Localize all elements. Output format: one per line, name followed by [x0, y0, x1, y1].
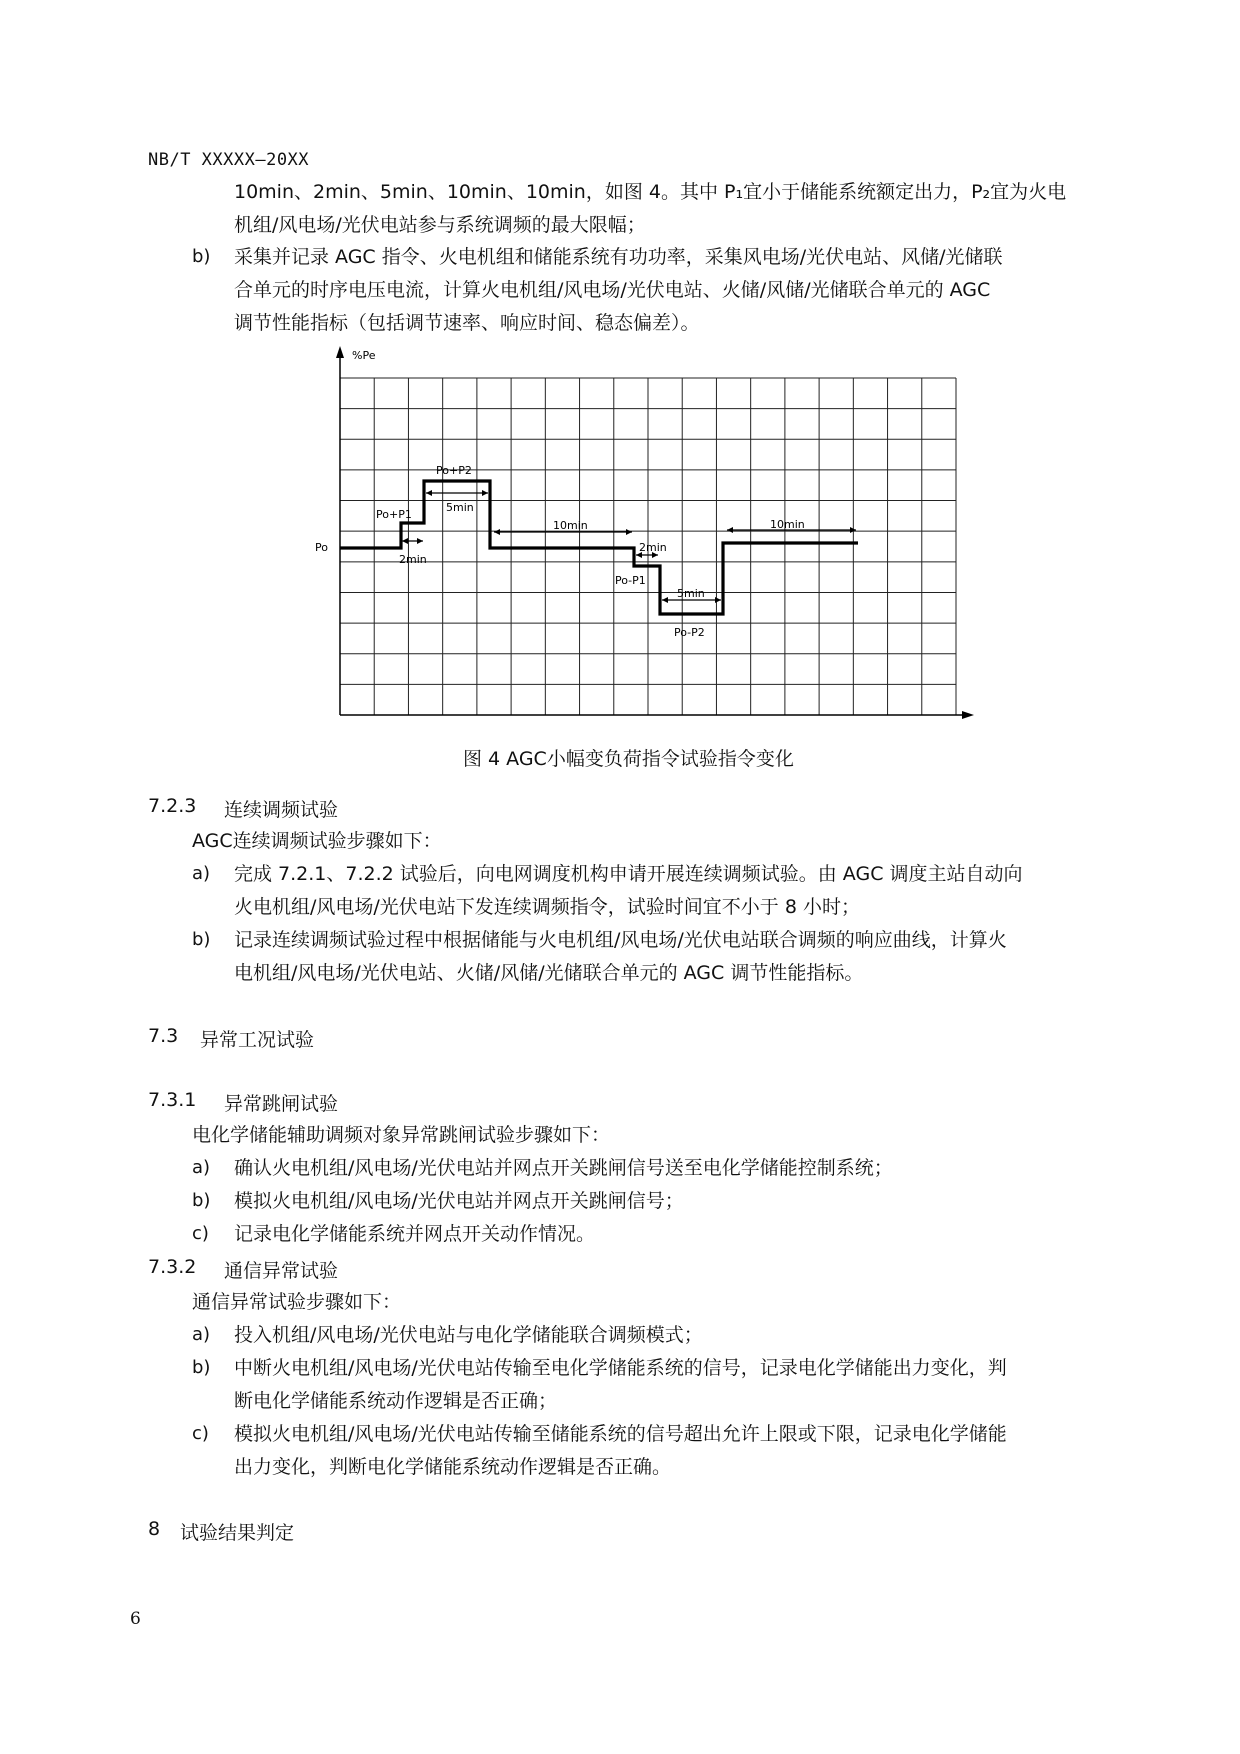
list-marker: b): [192, 246, 211, 267]
section-intro-7-3-2: 通信异常试验步骤如下：: [192, 1291, 402, 1313]
list-marker: b): [192, 1190, 211, 1211]
section-number-8: 8: [148, 1518, 161, 1540]
y-axis-label: %Pe: [352, 349, 376, 362]
intro-line-2: 机组/风电场/光伏电站参与系统调频的最大限幅；: [234, 214, 646, 236]
section-title-7-2-3: 连续调频试验: [224, 799, 339, 821]
section-number-7-2-3: 7.2.3: [148, 795, 197, 817]
label-2min-b: 2min: [639, 541, 667, 554]
list-marker: c): [192, 1423, 209, 1444]
section-title-8: 试验结果判定: [180, 1522, 295, 1544]
section-title-7-3-2: 通信异常试验: [224, 1260, 339, 1282]
s731-a-text: 确认火电机组/风电场/光伏电站并网点开关跳闸信号送至电化学储能控制系统；: [234, 1157, 893, 1179]
label-po-minus-p2: Po-P2: [674, 626, 705, 639]
figure-caption: 图 4 AGC小幅变负荷指令试验指令变化: [463, 748, 794, 770]
s732-c-line-1: 模拟火电机组/风电场/光伏电站传输至储能系统的信号超出允许上限或下限，记录电化学储能: [234, 1423, 1007, 1445]
s723-a-line-2: 火电机组/风电场/光伏电站下发连续调频指令，试验时间宜不小于 8 小时；: [234, 896, 860, 918]
list-marker: b): [192, 929, 211, 950]
label-5min-a: 5min: [446, 501, 474, 514]
label-po: Po: [315, 541, 328, 554]
s732-b-line-2: 断电化学储能系统动作逻辑是否正确；: [234, 1390, 558, 1412]
label-po-plus-p1: Po+P1: [376, 508, 412, 521]
section-title-7-3: 异常工况试验: [200, 1029, 315, 1051]
page-number: 6: [130, 1609, 141, 1629]
list-marker: b): [192, 1357, 211, 1378]
section-intro-7-2-3: AGC连续调频试验步骤如下：: [192, 830, 442, 852]
x-axis-arrow: [962, 711, 974, 719]
item-b-line-2: 合单元的时序电压电流，计算火电机组/风电场/光伏电站、火储/风储/光储联合单元的 AGC: [234, 279, 991, 301]
item-b-line-3: 调节性能指标（包括调节速率、响应时间、稳态偏差）。: [234, 312, 700, 334]
list-marker: a): [192, 1324, 211, 1345]
s731-b-text: 模拟火电机组/风电场/光伏电站并网点开关跳闸信号；: [234, 1190, 684, 1212]
label-5min-b: 5min: [677, 587, 705, 600]
item-b-line-1: 采集并记录 AGC 指令、火电机组和储能系统有功功率，采集风电场/光伏电站、风储/光储联: [234, 246, 1003, 268]
list-marker: a): [192, 863, 211, 884]
list-marker: a): [192, 1157, 211, 1178]
s723-b-line-1: 记录连续调频试验过程中根据储能与火电机组/风电场/光伏电站联合调频的响应曲线，计算火: [234, 929, 1007, 951]
document-code: NB/T XXXXX—20XX: [148, 150, 310, 170]
section-intro-7-3-1: 电化学储能辅助调频对象异常跳闸试验步骤如下：: [192, 1124, 611, 1146]
y-axis-arrow: [336, 346, 344, 358]
s732-a-line-1: 投入机组/风电场/光伏电站与电化学储能联合调频模式；: [234, 1324, 703, 1346]
section-number-7-3-2: 7.3.2: [148, 1256, 197, 1278]
s723-a-line-1: 完成 7.2.1、7.2.2 试验后，向电网调度机构申请开展连续调频试验。由 AGC 调度主站自动向: [234, 863, 1023, 885]
section-title-7-3-1: 异常跳闸试验: [224, 1093, 339, 1115]
label-10min-a: 10min: [553, 519, 588, 532]
s732-b-line-1: 中断火电机组/风电场/光伏电站传输至电化学储能系统的信号，记录电化学储能出力变化，判: [234, 1357, 1007, 1379]
section-number-7-3-1: 7.3.1: [148, 1089, 197, 1111]
list-marker: c): [192, 1223, 209, 1244]
label-10min-b: 10min: [770, 518, 805, 531]
label-po-minus-p1: Po-P1: [615, 574, 646, 587]
label-po-plus-p2: Po+P2: [436, 464, 472, 477]
label-2min-a: 2min: [399, 553, 427, 566]
section-number-7-3: 7.3: [148, 1025, 179, 1047]
s732-c-line-2: 出力变化，判断电化学储能系统动作逻辑是否正确。: [234, 1456, 672, 1478]
s731-c-text: 记录电化学储能系统并网点开关动作情况。: [234, 1223, 596, 1245]
agc-step-figure: [300, 340, 980, 730]
s723-b-line-2: 电机组/风电场/光伏电站、火储/风储/光储联合单元的 AGC 调节性能指标。: [234, 962, 864, 984]
intro-line-1: 10min、2min、5min、10min、10min，如图 4。其中 P₁宜小于储能系统额定出力，P₂宜为火电: [234, 181, 1067, 203]
